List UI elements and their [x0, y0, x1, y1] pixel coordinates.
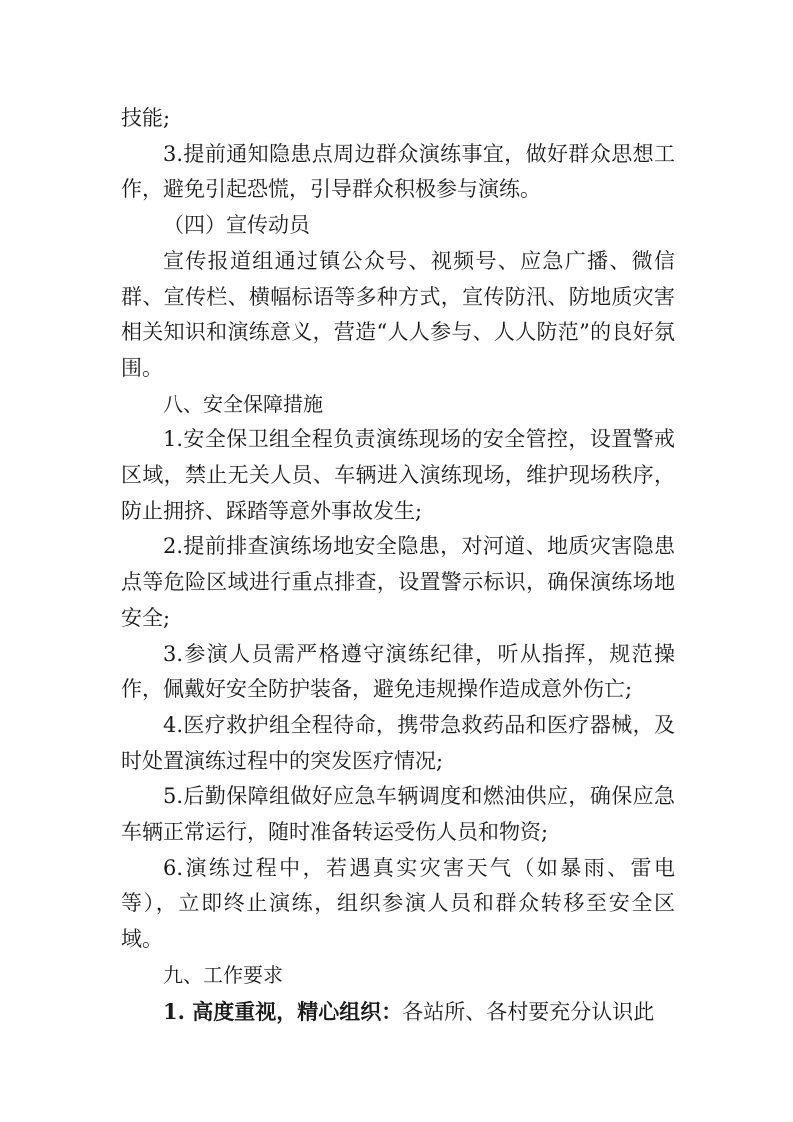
section-heading-safety: 八、安全保障措施 — [163, 391, 323, 416]
subsection-heading-publicity: （四）宣传动员 — [163, 213, 310, 238]
document-body — [121, 101, 675, 1030]
paragraph-publicity: 宣传报道组通过镇公众号、视频号、应急广播、微信群、宣传栏、横幅标语等多种方式，宣传防汛、防地质灾害相关知识和演练意义，营造“人人参与、人人防范”的良好氛围。 — [121, 248, 675, 380]
paragraph-safety-6: 6.演练过程中，若遇真实灾害天气（如暴雨、雷电等），立即终止演练，组织参演人员和群众转移至安全区域。 — [121, 855, 675, 952]
paragraph-safety-2: 2.提前排查演练场地安全隐患，对河道、地质灾害隐患点等危险区域进行重点排查，设置警示标识，确保演练场地安全; — [121, 534, 675, 630]
paragraph-requirements-1 — [121, 994, 675, 1031]
paragraph-safety-3: 3.参演人员需严格遵守演练纪律，听从指挥，规范操作，佩戴好安全防护装备，避免违规操作造成意外伤亡; — [121, 641, 675, 702]
paragraph-safety-1: 1.安全保卫组全程负责演练现场的安全管控，设置警戒区域，禁止无关人员、车辆进入演练现场，维护现场秩序，防止拥挤、踩踏等意外事故发生; — [121, 427, 675, 523]
paragraph-safety-4: 4.医疗救护组全程待命，携带急救药品和医疗器械，及时处置演练过程中的突发医疗情况; — [121, 712, 675, 773]
requirement-text: 各站所、各村要充分认识此 — [402, 999, 655, 1024]
paragraph-continuation: 技能; — [121, 106, 171, 130]
requirement-lead: 1. 高度重视，精心组织： — [163, 998, 403, 1024]
section-heading-requirements: 九、工作要求 — [163, 962, 283, 987]
paragraph-item-3: 3.提前通知隐患点周边群众演练事宜，做好群众思想工作，避免引起恐慌，引导群众积极参与演练。 — [121, 141, 675, 202]
paragraph-safety-5: 5.后勤保障组做好应急车辆调度和燃油供应，确保应急车辆正常运行，随时准备转运受伤人员和物资; — [121, 784, 675, 845]
